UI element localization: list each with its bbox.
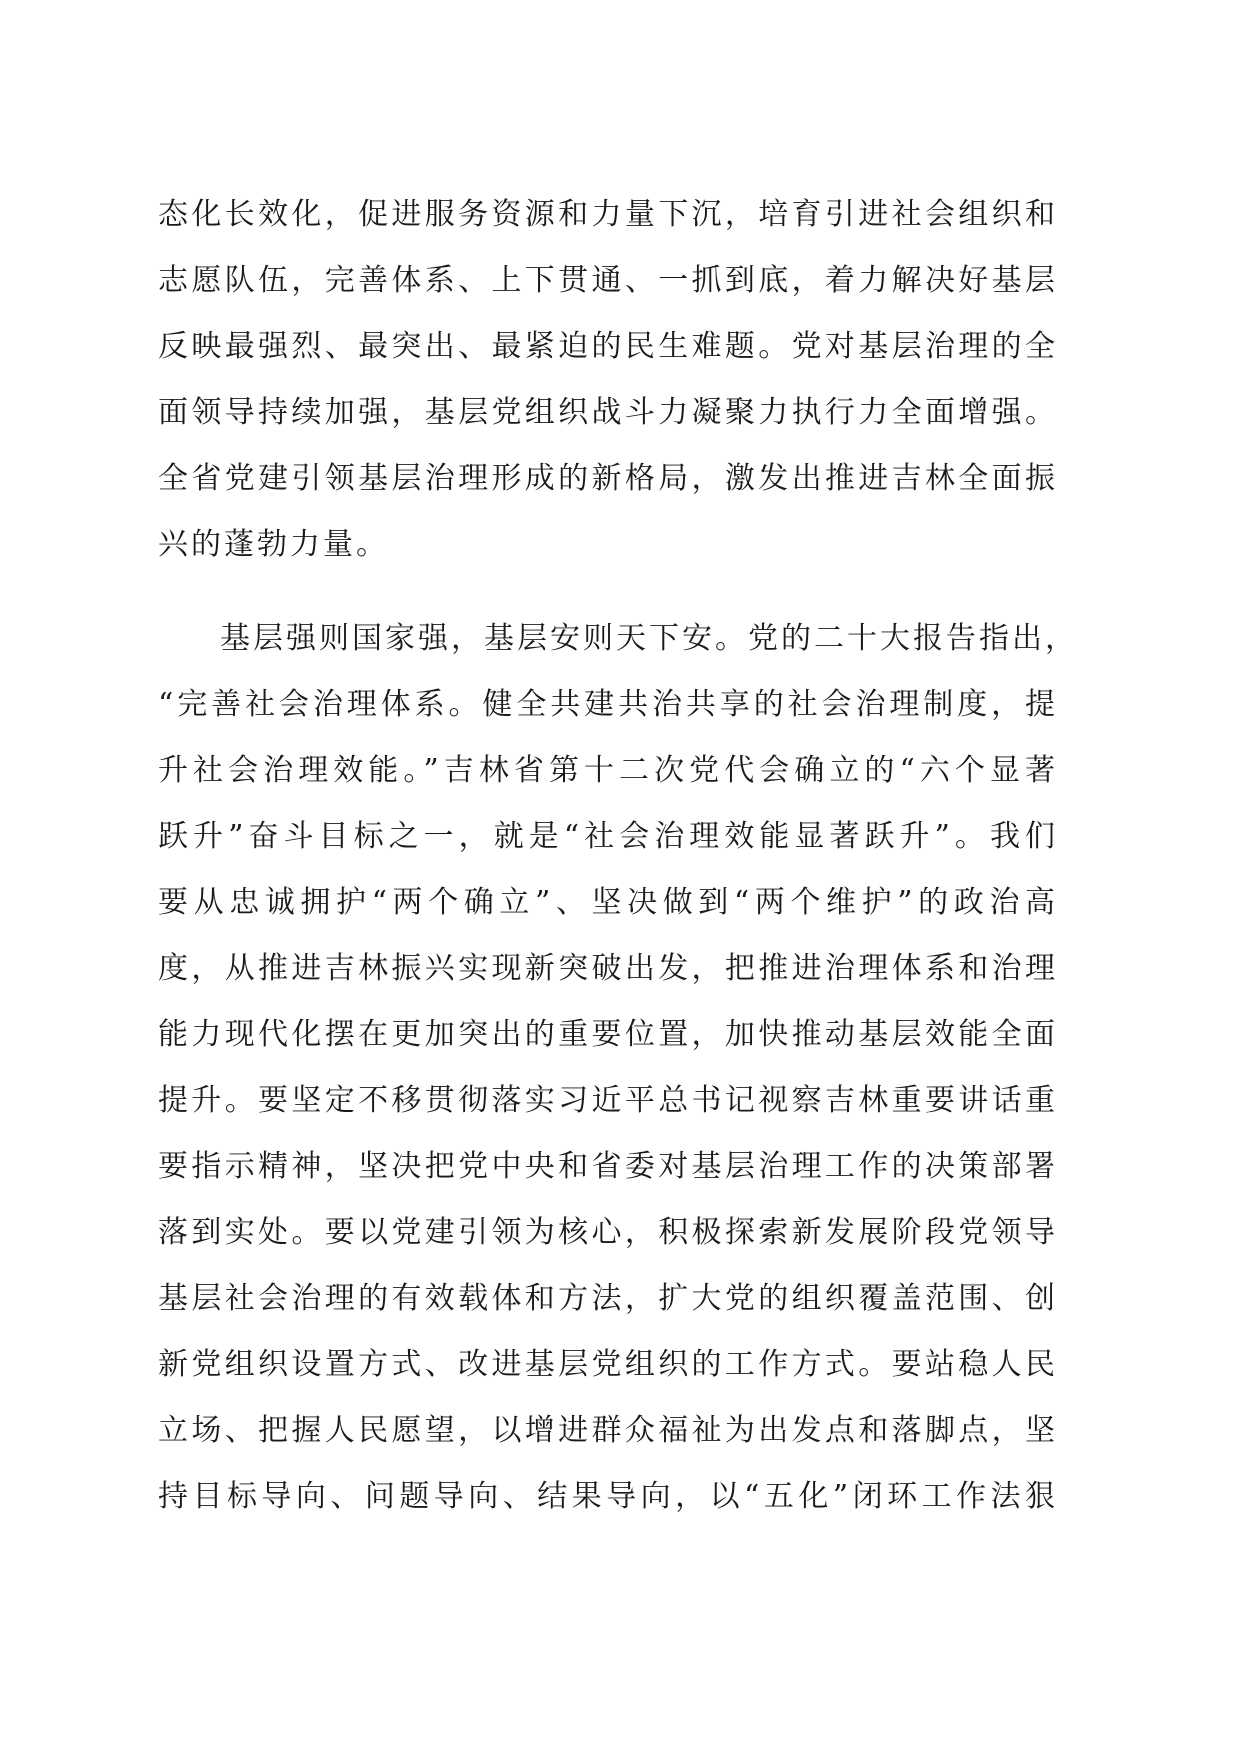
paragraph-line: 面领导持续加强，基层党组织战斗力凝聚力执行力全面增强。 bbox=[158, 395, 1058, 430]
paragraph-line: 态化长效化，促进服务资源和力量下沉，培育引进社会组织和 bbox=[158, 197, 1058, 232]
paragraph-line: 新党组织设置方式、改进基层党组织的工作方式。要站稳人民 bbox=[158, 1347, 1058, 1382]
paragraph-line: 兴的蓬勃力量。 bbox=[158, 527, 389, 562]
paragraph-line: 全省党建引领基层治理形成的新格局，激发出推进吉林全面振 bbox=[158, 461, 1058, 496]
paragraph-2 bbox=[158, 606, 1078, 1530]
paragraph-line: 落到实处。要以党建引领为核心，积极探索新发展阶段党领导 bbox=[158, 1215, 1058, 1250]
paragraph-line: 能力现代化摆在更加突出的重要位置，加快推动基层效能全面 bbox=[158, 1017, 1058, 1052]
paragraph-line: 跃升”奋斗目标之一，就是“社会治理效能显著跃升”。我们 bbox=[158, 819, 1058, 854]
paragraph-line: 立场、把握人民愿望，以增进群众福祉为出发点和落脚点，坚 bbox=[158, 1413, 1058, 1448]
paragraph-line: 反映最强烈、最突出、最紧迫的民生难题。党对基层治理的全 bbox=[158, 329, 1058, 364]
paragraph-line: 要指示精神，坚决把党中央和省委对基层治理工作的决策部署 bbox=[158, 1149, 1058, 1184]
paragraph-line: 度，从推进吉林振兴实现新突破出发，把推进治理体系和治理 bbox=[158, 951, 1058, 986]
paragraph-line: 要从忠诚拥护“两个确立”、坚决做到“两个维护”的政治高 bbox=[158, 885, 1058, 920]
paragraph-line: 基层社会治理的有效载体和方法，扩大党的组织覆盖范围、创 bbox=[158, 1281, 1058, 1316]
paragraph-first-line: 基层强则国家强，基层安则天下安。党的二十大报告指出， bbox=[220, 621, 1078, 656]
paragraph-line: 升社会治理效能。”吉林省第十二次党代会确立的“六个显著 bbox=[158, 753, 1058, 788]
paragraph-1 bbox=[158, 182, 1058, 578]
paragraph-line: 持目标导向、问题导向、结果导向，以“五化”闭环工作法狠 bbox=[158, 1479, 1058, 1514]
paragraph-line: “完善社会治理体系。健全共建共治共享的社会治理制度，提 bbox=[158, 687, 1058, 722]
paragraph-line: 提升。要坚定不移贯彻落实习近平总书记视察吉林重要讲话重 bbox=[158, 1083, 1058, 1118]
paragraph-line: 志愿队伍，完善体系、上下贯通、一抓到底，着力解决好基层 bbox=[158, 263, 1058, 298]
